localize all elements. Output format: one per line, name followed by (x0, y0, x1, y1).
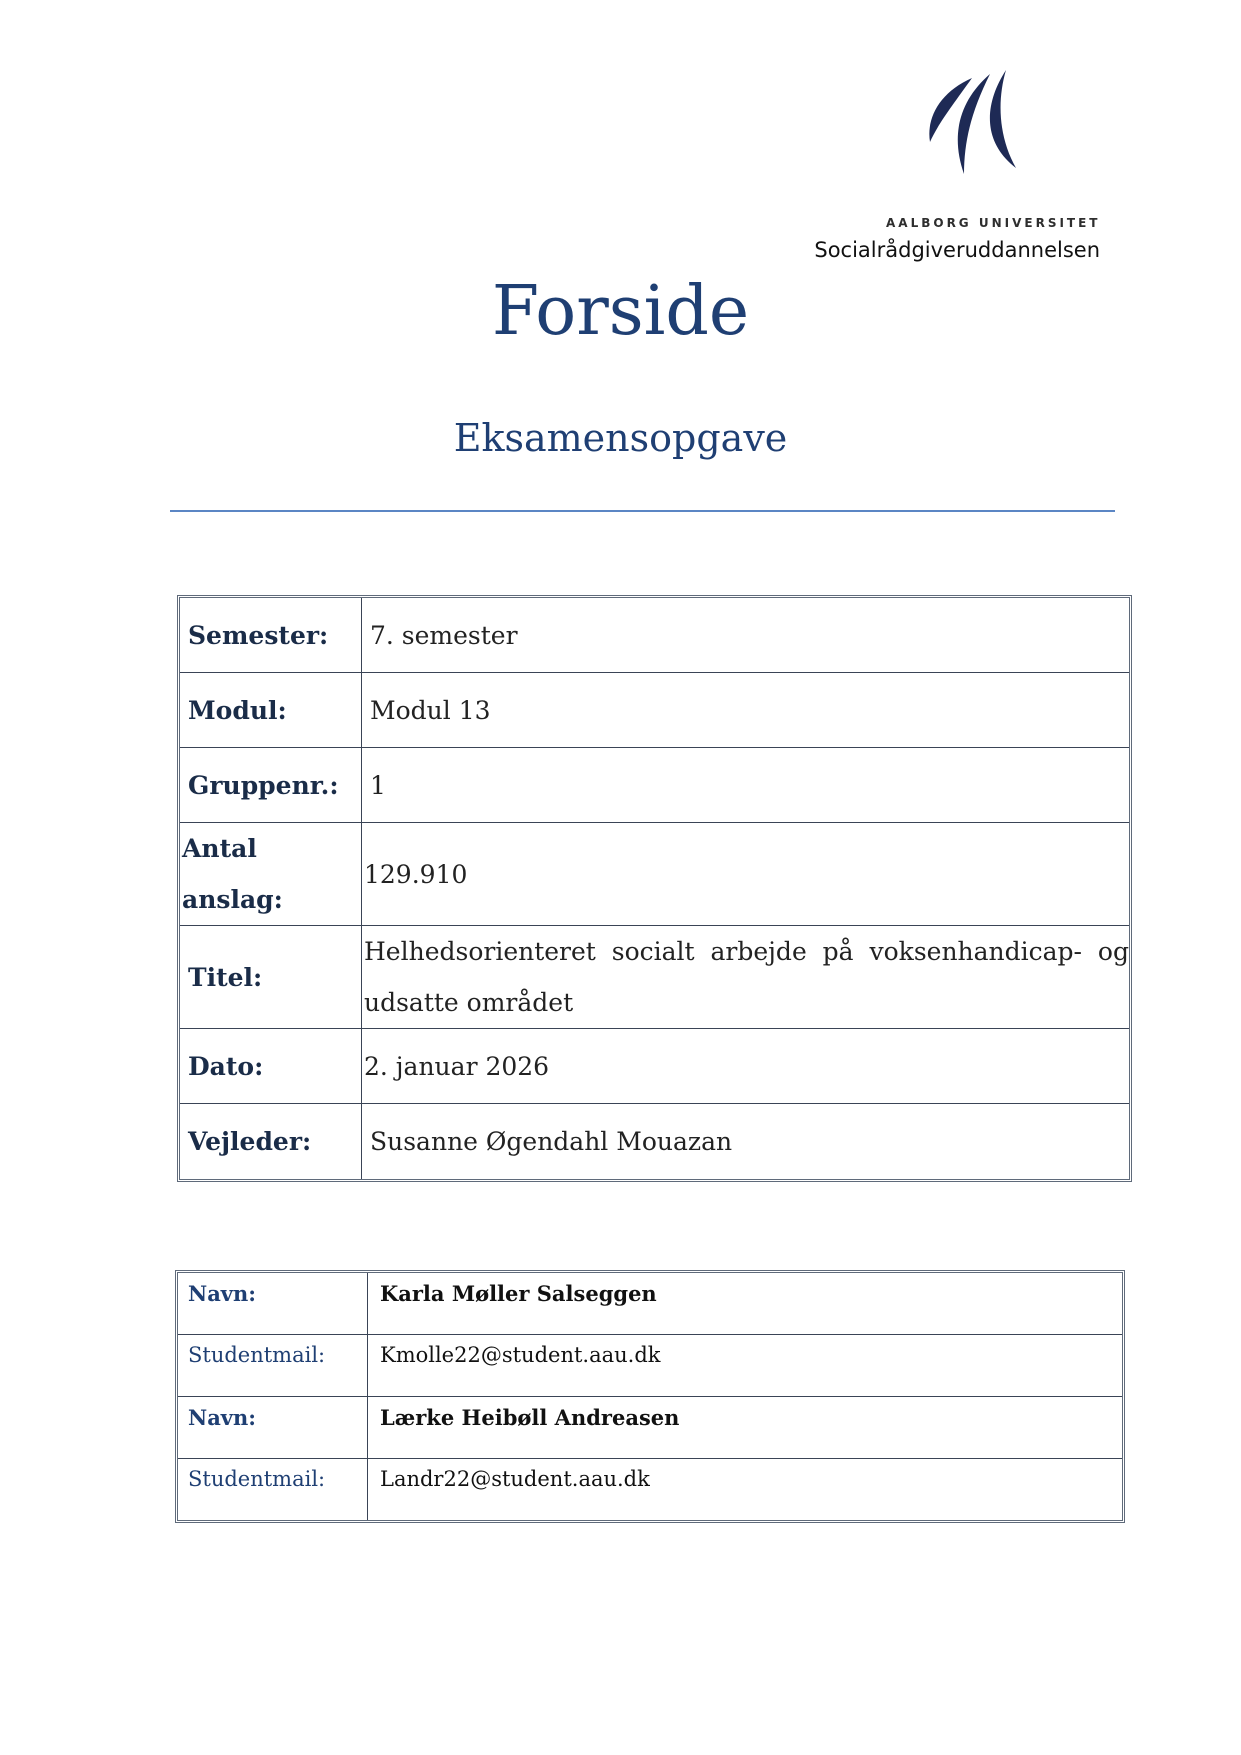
semester-value: 7. semester (362, 598, 1129, 673)
title-divider (170, 510, 1115, 512)
table-row (180, 748, 1129, 823)
table-row (180, 1029, 1129, 1104)
vejleder-value: Susanne Øgendahl Mouazan (370, 1127, 733, 1156)
titel-value: Helhedsorienteret socialt arbejde på voksenhandicap- og udsatte området (362, 926, 1129, 1029)
vejleder-label: Vejleder: (180, 1104, 362, 1179)
department-name: Socialrådgiveruddannelsen (814, 238, 1100, 262)
student-name-label: Navn: (178, 1273, 368, 1335)
student-name: Lærke Heibøll Andreasen (368, 1397, 1122, 1459)
student-mail-label: Studentmail: (178, 1459, 368, 1520)
table-row (180, 673, 1129, 748)
modul-label: Modul: (180, 673, 362, 748)
student-name-label: Navn: (178, 1397, 368, 1459)
dato-value: 2. januar 2026 (362, 1029, 1129, 1104)
gruppenr-label: Gruppenr.: (180, 748, 362, 823)
modul-value: Modul 13 (362, 673, 1129, 748)
table-row (178, 1397, 1122, 1459)
table-row (178, 1335, 1122, 1397)
page-title: Forside (491, 272, 750, 351)
table-row (180, 1104, 1129, 1179)
students-table (175, 1270, 1125, 1523)
table-row (180, 823, 1129, 926)
page-subtitle: Eksamensopgave (453, 416, 788, 460)
table-row (178, 1273, 1122, 1335)
table-row (180, 598, 1129, 673)
exam-info-table (177, 595, 1132, 1182)
semester-label: Semester: (180, 598, 362, 673)
university-name: AALBORG UNIVERSITET (886, 216, 1101, 230)
dato-label: Dato: (180, 1029, 362, 1104)
student-mail-label: Studentmail: (178, 1335, 368, 1397)
table-row (180, 926, 1129, 1029)
student-name: Karla Møller Salseggen (368, 1273, 1122, 1335)
table-row (178, 1459, 1122, 1520)
anslag-label: Antal anslag: (180, 823, 362, 926)
student-mail: Kmolle22@student.aau.dk (368, 1335, 1122, 1397)
university-logo-block (790, 70, 1100, 270)
aau-logo-icon (920, 70, 1030, 190)
titel-label: Titel: (180, 926, 362, 1029)
student-mail: Landr22@student.aau.dk (380, 1467, 650, 1491)
anslag-value: 129.910 (362, 823, 1129, 926)
gruppenr-value: 1 (362, 748, 1129, 823)
